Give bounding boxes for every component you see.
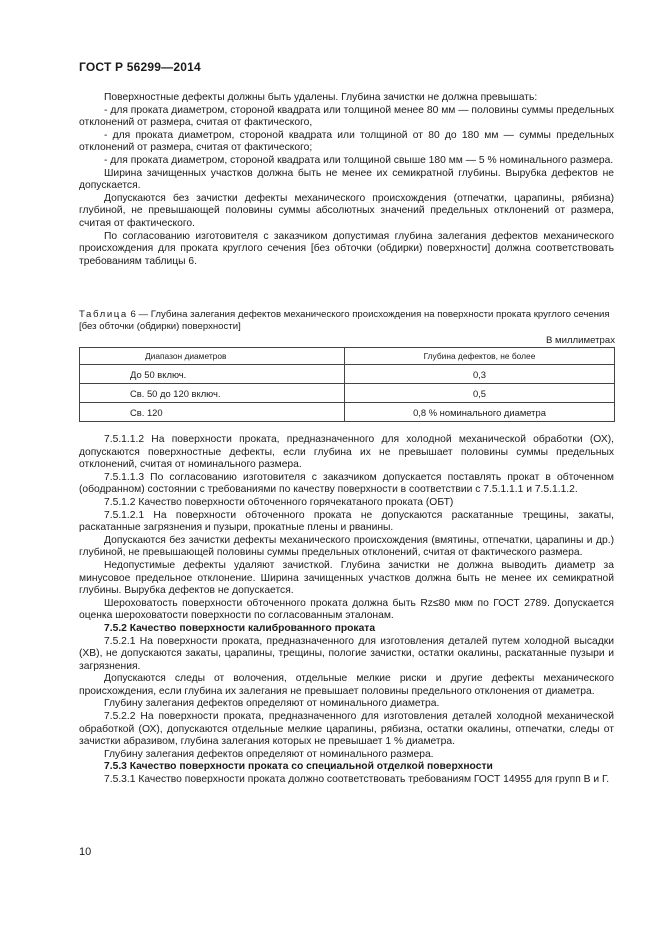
paragraph: 7.5.1.1.3 По согласованию изготовителя с заказчиком допускается поставлять прокат в обточенном (ободранном) состоянии с требованиями по качеству поверхности в соответствии с 7.5.1.1.1 и 7.5.1.1.2. (79, 471, 614, 496)
paragraph: Допускаются без зачистки дефекты механического происхождения (отпечатки, царапины, рябизна) глубиной, не превышающей половины суммы абсолютных значений предельных отклонений от размера, считая от фактического. (79, 192, 614, 229)
section-heading: 7.5.3 Качество поверхности проката со специальной отделкой поверхности (104, 761, 493, 773)
table-row (80, 365, 615, 384)
paragraph: Допускаются следы от волочения, отдельные мелкие риски и другие дефекты механического происхождения, если глубина их залегания не превышает половины предельного отклонения от диаметра. (79, 673, 614, 697)
paragraph: По согласованию изготовителя с заказчиком допустимая глубина залегания дефектов механического происхождения для проката круглого сечения [без обточки (обдирки) поверхности] должна соответствовать требованиям таблицы 6. (79, 230, 614, 267)
paragraph: Недопустимые дефекты удаляют зачисткой. Глубина зачистки не должна выводить диаметр за минусовое предельное отклонение. Ширина зачищенных участков должна быть не менее их семикратной глубины. Вырубка дефектов не допускается. (79, 559, 614, 597)
paragraph: Ширина зачищенных участков должна быть не менее их семикратной глубины. Вырубка дефектов не допускается. (79, 167, 614, 192)
paragraph: 7.5.1.2.1 На поверхности обточенного проката не допускаются раскатанные трещины, закаты, раскатанные загрязнения и пузыри, прокатные плены и рванины. (79, 509, 614, 534)
intro-text-block (79, 92, 614, 268)
table-row (80, 403, 615, 422)
table-cell: 0,8 % номинального диаметра (345, 403, 615, 422)
table-caption-text: — Глубина залегания дефектов механического происхождения на поверхности проката круглого сечения [без обточки (обдирки) поверхности] (79, 309, 610, 332)
paragraph: 7.5.1.1.2 На поверхности проката, предназначенного для холодной механической обработки (ОХ), допускаются поверхностные дефекты, если глубина их не превышает половины суммы предельных отклонений, считая от номинального размера. (79, 434, 614, 471)
table-cell: 0,3 (345, 365, 615, 384)
document-header: ГОСТ Р 56299—2014 (79, 60, 201, 74)
table-units: В миллиметрах (545, 335, 615, 346)
table-cell: Св. 120 (80, 403, 345, 422)
paragraph: - для проката диаметром, стороной квадрата или толщиной от 80 до 180 мм — суммы предельных отклонений от размера, считая от фактического; (79, 129, 614, 154)
column-header: Глубина дефектов, не более (345, 348, 615, 365)
table-cell: Св. 50 до 120 включ. (80, 384, 345, 403)
paragraph: Глубину залегания дефектов определяют от номинального размера. (104, 748, 434, 760)
column-header: Диапазон диаметров (80, 348, 345, 365)
paragraph: Допускаются без зачистки дефекты механического происхождения (вмятины, отпечатки, царапины и др.) глубиной, не превышающей половины суммы предельных отклонений, считая от фактического размера. (79, 534, 614, 559)
paragraph: Поверхностные дефекты должны быть удалены. Глубина зачистки не должна превышать: (104, 92, 538, 103)
table-cell: До 50 включ. (80, 365, 345, 384)
paragraph: 7.5.2.2 На поверхности проката, предназначенного для изготовления деталей холодной механической обработкой (ОХ), допускаются отдельные мелкие царапины, рябизна, остатки окалины, отпечатки, следы от зачистки абразивом, глубина залегания которых не превышает 1 % диаметра. (79, 711, 614, 748)
table-caption (79, 309, 619, 333)
section-heading: 7.5.2 Качество поверхности калиброванного проката (104, 622, 376, 634)
table-caption-label: Таблица (79, 309, 128, 320)
paragraph: - для проката диаметром, стороной квадрата или толщиной менее 80 мм — половины суммы предельных отклонений от размера, считая от фактического, (79, 104, 614, 129)
paragraph: 7.5.3.1 Качество поверхности проката должно соответствовать требованиям ГОСТ 14955 для групп В и Г. (104, 774, 610, 786)
table-header-row (80, 348, 615, 365)
paragraph: Глубину залегания дефектов определяют от номинального диаметра. (104, 698, 440, 710)
table-caption-number: 6 (130, 309, 136, 320)
defect-depth-table (79, 347, 615, 422)
paragraph: 7.5.1.2 Качество поверхности обточенного горячекатаного проката (ОБТ) (104, 496, 454, 508)
table-cell: 0,5 (345, 384, 615, 403)
paragraph: - для проката диаметром, стороной квадрата или толщиной свыше 180 мм — 5 % номинального размера. (104, 154, 614, 166)
page-number: 10 (79, 846, 92, 858)
main-text-block (79, 434, 614, 787)
paragraph: Шероховатость поверхности обточенного проката должна быть Rz≤80 мкм по ГОСТ 2789. Допускается оценка шероховатости поверхности по согласованным эталонам. (79, 597, 614, 622)
table-row (80, 384, 615, 403)
paragraph: 7.5.2.1 На поверхности проката, предназначенного для изготовления деталей путем холодной высадки (ХВ), не допускаются закаты, царапины, трещины, пологие зачистки, остатки окалины, раскатанные пузыри и загрязнения. (79, 635, 614, 672)
